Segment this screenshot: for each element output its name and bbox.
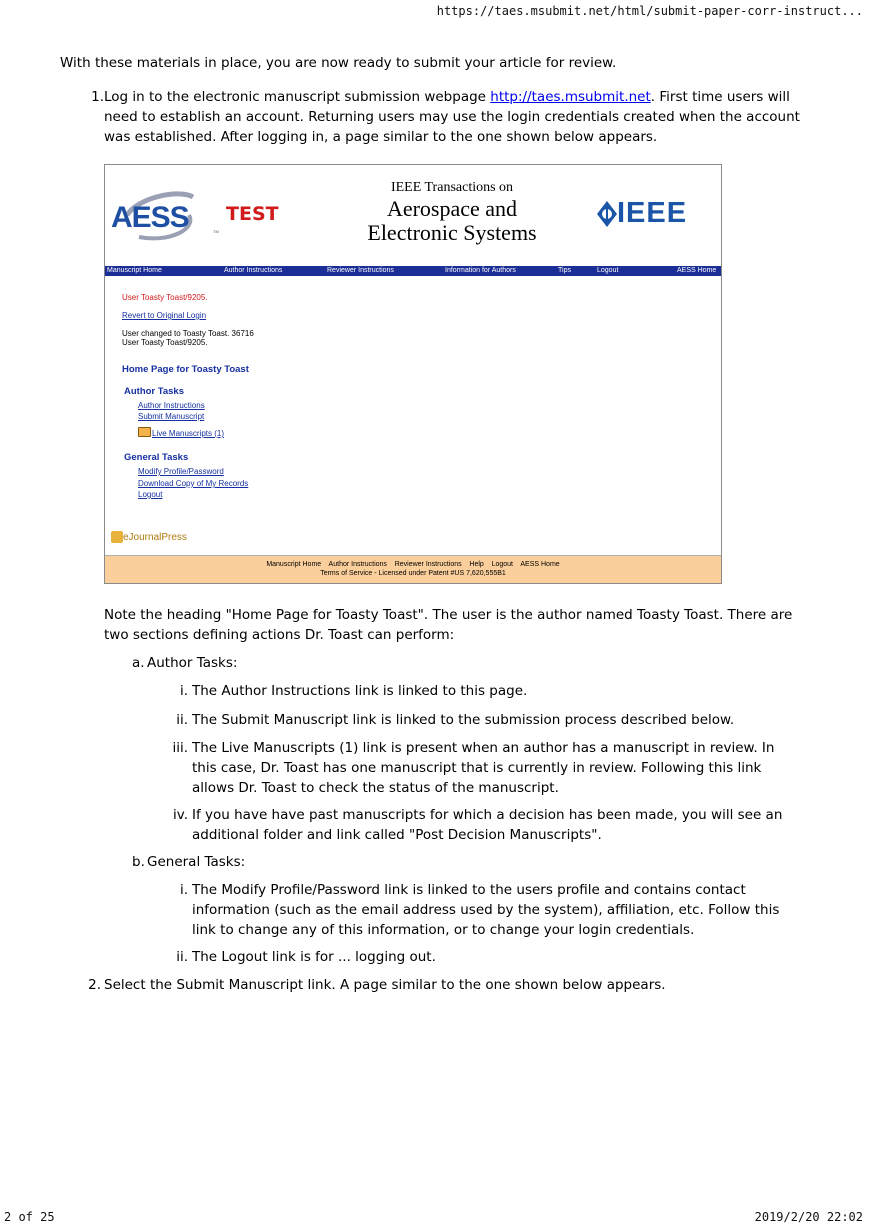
footer-terms: Terms of Service - Licensed under Patent #US 7,620,555B1: [320, 570, 506, 577]
submit-manuscript-link[interactable]: Submit Manuscript: [138, 412, 205, 421]
nav-logout[interactable]: Logout: [597, 267, 619, 274]
download-records-link[interactable]: Download Copy of My Records: [138, 479, 249, 488]
author-tasks-heading: Author Tasks: [124, 386, 185, 397]
modify-profile-link[interactable]: Modify Profile/Password: [138, 467, 224, 476]
journal-title: IEEE Transactions on Aerospace and Electronic Systems: [367, 180, 537, 245]
msubmit-link[interactable]: http://taes.msubmit.net: [490, 89, 651, 105]
step-2-text: Select the Submit Manuscript link. A page similar to the one shown below appears.: [104, 977, 666, 993]
screenshot-footer: [105, 555, 721, 584]
b-i-text: The Modify Profile/Password link is linked to the users profile and contains contact information (such as the email address used by the system), affiliation, etc. Follow this link to change any of this information, or to change your login credentials.: [192, 882, 780, 938]
step-2-marker: 2.: [88, 977, 101, 993]
revert-login-link[interactable]: Revert to Original Login: [122, 311, 207, 320]
ieee-logo-text: IEEE: [617, 197, 688, 229]
ejournalpress-logo-text: eJournalPress: [123, 532, 187, 543]
nav-manuscript-home[interactable]: Manuscript Home: [107, 267, 162, 274]
b-ii-text: The Logout link is for ... logging out.: [192, 949, 436, 965]
aess-logo-text: AESS: [111, 201, 189, 234]
ejournalpress-logo-icon: [111, 531, 123, 543]
a-ii-marker: ii.: [176, 712, 188, 728]
changed-user-line: User changed to Toasty Toast. 36716: [122, 329, 254, 338]
section-b-title: General Tasks:: [147, 854, 246, 870]
intro-paragraph: With these materials in place, you are now ready to submit your article for review.: [60, 55, 617, 71]
print-footer-page-number: 2 of 25: [4, 1210, 55, 1224]
a-iii-marker: iii.: [172, 740, 188, 756]
trademark-mark: TM: [213, 229, 219, 234]
user-line: User Toasty Toast/9205.: [122, 293, 208, 302]
nav-reviewer-instructions[interactable]: Reviewer Instructions: [327, 267, 394, 274]
a-iv-text: If you have have past manuscripts for which a decision has been made, you will see an additional folder and link called "Post Decision Manuscripts".: [192, 807, 783, 843]
nav-information-for-authors[interactable]: Information for Authors: [445, 267, 516, 274]
current-user-line: User Toasty Toast/9205.: [122, 338, 208, 347]
b-i-marker: i.: [179, 882, 188, 898]
note-paragraph: Note the heading "Home Page for Toasty Toast". The user is the author named Toasty Toast. There are two sections defining actions Dr. Toast can perform:: [104, 607, 793, 643]
section-a-title: Author Tasks:: [147, 655, 238, 671]
a-ii-text: The Submit Manuscript link is linked to the submission process described below.: [192, 712, 735, 728]
test-label: TEST: [226, 203, 279, 225]
nav-tips[interactable]: Tips: [558, 267, 571, 274]
step-1-text: Log in to the electronic manuscript submission webpage http://taes.msubmit.net. First time users will need to establish an account. Returning users may use the login credentials created when the account was established. After logging in, a page similar to the one shown below appears.: [104, 89, 800, 145]
screenshot-nav-bar: [105, 266, 721, 276]
nav-aess-home[interactable]: AESS Home: [677, 267, 717, 274]
ieee-emblem-icon: [597, 201, 617, 227]
logout-link[interactable]: Logout: [138, 490, 163, 499]
embedded-screenshot: [104, 164, 722, 584]
nav-author-instructions[interactable]: Author Instructions: [224, 267, 283, 274]
section-a-marker: a.: [132, 655, 145, 671]
print-footer-datetime: 2019/2/20 22:02: [754, 1210, 863, 1224]
footer-links[interactable]: Manuscript Home Author Instructions Reviewer Instructions Help Logout AESS Home: [266, 561, 560, 568]
b-ii-marker: ii.: [176, 949, 188, 965]
a-i-marker: i.: [179, 683, 188, 699]
folder-icon: [138, 427, 151, 437]
live-manuscripts-link[interactable]: Live Manuscripts (1): [152, 429, 225, 438]
general-tasks-heading: General Tasks: [124, 452, 189, 463]
aess-logo: [109, 185, 219, 245]
home-page-heading: Home Page for Toasty Toast: [122, 364, 249, 375]
print-header-url: https://taes.msubmit.net/html/submit-paper-corr-instruct...: [436, 4, 863, 18]
a-i-text: The Author Instructions link is linked to this page.: [192, 683, 528, 699]
section-b-marker: b.: [132, 854, 145, 870]
author-instructions-link[interactable]: Author Instructions: [138, 401, 205, 410]
a-iv-marker: iv.: [173, 807, 188, 823]
a-iii-text: The Live Manuscripts (1) link is present when an author has a manuscript in review. In this case, Dr. Toast has one manuscript that is currently in review. Following this link allows Dr. Toast to check the status of the manuscript.: [192, 740, 775, 796]
